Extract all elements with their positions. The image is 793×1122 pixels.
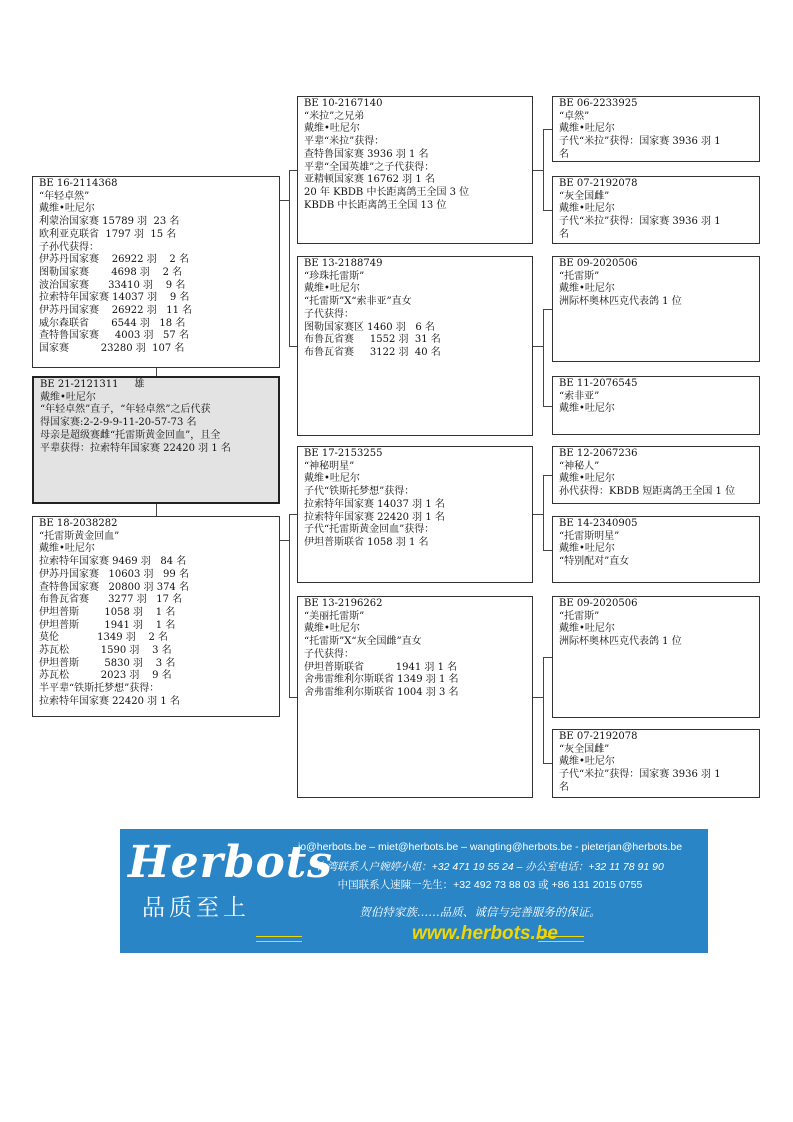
- connector-dd-v: [543, 657, 544, 763]
- connector-sire-h: [280, 200, 289, 201]
- pedigree-line: 伊坦普斯联省 1058 羽 1 名: [304, 536, 429, 548]
- website-link[interactable]: www.herbots.be: [411, 923, 559, 944]
- ring-number: BE 17-2153255: [304, 448, 383, 459]
- pedigree-line: 查特鲁国家赛 20800 羽 374 名: [39, 581, 189, 593]
- sire-dam-dam-box: [552, 376, 760, 435]
- pedigree-line: 戴维•吐尼尔: [559, 543, 615, 555]
- pedigree-line: “托雷斯”: [559, 610, 600, 622]
- pedigree-line: 拉索特年国家赛 14037 羽 9 名: [39, 292, 190, 304]
- pedigree-line: 戴维•吐尼尔: [559, 203, 615, 215]
- pedigree-line: 子代“米拉”获得：国家赛 3936 羽 1: [559, 769, 721, 781]
- pedigree-line: 戴维•吐尼尔: [39, 543, 95, 555]
- pedigree-line: 拉索特年国家赛 9469 羽 84 名: [39, 556, 187, 568]
- pedigree-line: 名: [559, 148, 569, 160]
- pedigree-line: 拉索特年国家赛 22420 羽 1 名: [39, 695, 180, 707]
- connector-dd-h: [533, 697, 543, 698]
- pedigree-line: 国家赛 23280 羽 107 名: [39, 343, 185, 355]
- pedigree-line: “托雷斯明星”: [559, 530, 620, 542]
- pedigree-line: 名: [559, 781, 569, 793]
- connector-sire-top: [289, 170, 297, 171]
- pedigree-line: 伊苏丹国家赛 26922 羽 2 名: [39, 254, 189, 266]
- pedigree-line: “托雷斯黄金回血”: [39, 530, 120, 542]
- pedigree-line: 伊坦普斯 5830 羽 3 名: [39, 657, 176, 669]
- logo-tagline: 品质至上: [142, 895, 250, 921]
- pedigree-line: KBDB 中长距离鸽王全国 13 位: [304, 199, 447, 211]
- contact-taiwan: 台湾联系人户婉婷小姐：+32 471 19 55 24 – 办公室电话：+32 11 78 91 90: [316, 861, 664, 873]
- pedigree-line: 伊苏丹国家赛 26922 羽 11 名: [39, 305, 193, 317]
- pedigree-line: “索非亚”: [559, 390, 600, 402]
- pedigree-line: 平辈“米拉”获得：: [304, 136, 385, 148]
- ring-number: BE 18-2038282: [39, 518, 118, 529]
- pedigree-line: 得国家赛:2-2-9-9-11-20-57-73 名: [40, 417, 197, 429]
- sire-dam-box: [297, 256, 533, 436]
- pedigree-line: 子代“托雷斯黄金回血”获得：: [304, 524, 435, 536]
- sire-sire-sire-box: [552, 96, 760, 162]
- connector-ss-top: [543, 129, 552, 130]
- sire-dam-sire-box: [552, 256, 760, 362]
- contact-emails[interactable]: jo@herbots.be – miet@herbots.be – wangting@herbots.be - pieterjan@herbots.be: [297, 841, 683, 853]
- pedigree-line: 戴维•吐尼尔: [559, 403, 615, 415]
- pedigree-line: 子代“铁斯托梦想”获得：: [304, 486, 415, 498]
- ring-number: BE 14-2340905: [559, 518, 638, 529]
- pedigree-line: 洲际杯奥林匹克代表鸽 1 位: [559, 636, 682, 648]
- pedigree-line: 戴维•吐尼尔: [40, 391, 96, 403]
- connector-subject-up: [156, 368, 157, 376]
- pedigree-line: 子代“米拉”获得：国家赛 3936 羽 1: [559, 136, 721, 148]
- connector-ds-top: [543, 475, 552, 476]
- connector-dam-h: [280, 540, 289, 541]
- pedigree-line: 拉索特年国家赛 14037 羽 1 名: [304, 498, 445, 510]
- ring-number: BE 12-2067236: [559, 448, 638, 459]
- pedigree-line: 布鲁瓦省赛 3122 羽 40 名: [304, 346, 441, 358]
- dam-sire-sire-box: [552, 446, 760, 504]
- herbots-logo: Herbots: [128, 837, 333, 888]
- ring-number: BE 13-2188749: [304, 258, 383, 269]
- connector-sire-bottom: [289, 346, 297, 347]
- dam-box: [32, 516, 280, 717]
- pedigree-line: 舍弗雷维利尔斯联省 1004 羽 3 名: [304, 686, 459, 698]
- connector-ss-bottom: [543, 210, 552, 211]
- sire-sire-box: [297, 96, 533, 244]
- pedigree-line: “托雷斯”X“索非亚”直女: [304, 296, 412, 308]
- connector-ss-h: [533, 170, 543, 171]
- ring-number: BE 10-2167140: [304, 98, 383, 109]
- connector-ss-v: [543, 129, 544, 210]
- pedigree-line: 利蒙治国家赛 15789 羽 23 名: [39, 216, 180, 228]
- pedigree-line: “托雷斯”X“灰全国雌”直女: [304, 636, 422, 648]
- ring-number: BE 09-2020506: [559, 598, 638, 609]
- pedigree-line: 伊苏丹国家赛 10603 羽 99 名: [39, 568, 189, 580]
- pedigree-line: 戴维•吐尼尔: [304, 473, 360, 485]
- pedigree-line: 母亲是超级赛雌“托雷斯黄金回血”，且全: [40, 429, 221, 441]
- pedigree-line: 孙代获得：KBDB 短距离鸽王全国 1 位: [559, 486, 736, 498]
- pedigree-line: 查特鲁国家赛 3936 羽 1 名: [304, 148, 429, 160]
- connector-dd-top: [543, 657, 552, 658]
- pedigree-line: 伊坦普斯 1058 羽 1 名: [39, 606, 176, 618]
- pedigree-line: 舍弗雷维利尔斯联省 1349 羽 1 名: [304, 674, 459, 686]
- dam-dam-sire-box: [552, 596, 760, 718]
- connector-sd-v: [543, 309, 544, 406]
- ring-number: BE 06-2233925: [559, 98, 638, 109]
- ring-number: BE 21-2121311 雄: [40, 379, 145, 390]
- connector-ds-h: [533, 514, 543, 515]
- connector-ds-v: [543, 475, 544, 550]
- connector-dam-v: [289, 514, 290, 697]
- pedigree-line: 平辈“全国英雄”之子代获得：: [304, 161, 435, 173]
- banner-slogan: 贺伯特家族……品质、诚信与完善服务的保证。: [359, 905, 601, 919]
- pedigree-line: 洲际杯奥林匹克代表鸽 1 位: [559, 296, 682, 308]
- connector-sire-v: [289, 170, 290, 346]
- pedigree-line: 苏瓦松 1590 羽 3 名: [39, 645, 172, 657]
- connector-sd-top: [543, 309, 552, 310]
- pedigree-line: “神秘人”: [559, 460, 600, 472]
- ring-number: BE 16-2114368: [39, 178, 118, 189]
- connector-dam-bottom: [289, 697, 297, 698]
- pedigree-line: “珍珠托雷斯”: [304, 270, 365, 282]
- connector-dd-bottom: [543, 763, 552, 764]
- pedigree-line: “托雷斯”: [559, 270, 600, 282]
- pedigree-line: 20 年 KBDB 中长距离鸽王全国 3 位: [304, 186, 470, 198]
- connector-dam-top: [289, 514, 297, 515]
- connector-ds-bottom: [543, 550, 552, 551]
- contact-china: 中国联系人速陳一先生：+32 492 73 88 03 或 +86 131 2015 0755: [337, 879, 643, 891]
- pedigree-line: 名: [559, 228, 569, 240]
- pedigree-line: 苏瓦松 2023 羽 9 名: [39, 670, 172, 682]
- connector-sd-bottom: [543, 406, 552, 407]
- sire-sire-dam-box: [552, 176, 760, 244]
- pedigree-line: 布鲁瓦省赛 3277 羽 17 名: [39, 594, 183, 606]
- pedigree-line: 莫伦 1349 羽 2 名: [39, 632, 169, 644]
- pedigree-line: 戴维•吐尼尔: [559, 473, 615, 485]
- pedigree-line: 戴维•吐尼尔: [559, 623, 615, 635]
- pedigree-line: “美丽托雷斯”: [304, 610, 365, 622]
- pedigree-line: 伊坦普斯 1941 羽 1 名: [39, 619, 176, 631]
- dam-dam-dam-box: [552, 729, 760, 798]
- divider-right: [538, 936, 584, 942]
- pedigree-line: “年轻卓然”直子，“年轻卓然”之后代获: [40, 404, 211, 416]
- pedigree-line: 图勒国家赛区 1460 羽 6 名: [304, 321, 435, 333]
- pedigree-line: 半平辈“铁斯托梦想”获得：: [39, 683, 160, 695]
- pedigree-line: 拉索特年国家赛 22420 羽 1 名: [304, 511, 445, 523]
- pedigree-line: 亚精顿国家赛 16762 羽 1 名: [304, 174, 435, 186]
- pedigree-line: 布鲁瓦省赛 1552 羽 31 名: [304, 334, 441, 346]
- pedigree-line: 欧利亚克联省 1797 羽 15 名: [39, 228, 177, 240]
- pedigree-line: “年轻卓然”: [39, 190, 90, 202]
- pedigree-line: 图勒国家赛 4698 羽 2 名: [39, 266, 183, 278]
- subject-box: [32, 376, 280, 504]
- connector-sd-h: [533, 346, 543, 347]
- connector-subject-down: [156, 504, 157, 516]
- pedigree-line: 子代获得：: [304, 308, 354, 320]
- pedigree-line: 子孙代获得：: [39, 241, 99, 253]
- pedigree-line: “卓然”: [559, 110, 590, 122]
- ring-number: BE 07-2192078: [559, 731, 638, 742]
- pedigree-line: 平辈获得：拉索特年国家赛 22420 羽 1 名: [40, 442, 231, 454]
- pedigree-line: “灰全国雌”: [559, 743, 610, 755]
- pedigree-line: “特别配对”直女: [559, 556, 630, 568]
- ring-number: BE 11-2076545: [559, 378, 638, 389]
- herbots-banner: [120, 829, 708, 953]
- dam-dam-box: [297, 596, 533, 798]
- pedigree-line: 子代“米拉”获得：国家赛 3936 羽 1: [559, 216, 721, 228]
- pedigree-line: 威尔森联省 6544 羽 18 名: [39, 317, 186, 329]
- pedigree-line: 波治国家赛 33410 羽 9 名: [39, 279, 186, 291]
- pedigree-line: “米拉”之兄弟: [304, 110, 365, 122]
- dam-sire-box: [297, 446, 533, 583]
- ring-number: BE 13-2196262: [304, 598, 383, 609]
- pedigree-line: 戴维•吐尼尔: [304, 283, 360, 295]
- pedigree-line: “神秘明星”: [304, 460, 355, 472]
- dam-sire-dam-box: [552, 516, 760, 583]
- pedigree-line: 戴维•吐尼尔: [304, 623, 360, 635]
- pedigree-line: 子代获得：: [304, 648, 354, 660]
- pedigree-line: 戴维•吐尼尔: [559, 756, 615, 768]
- sire-box: [32, 176, 280, 368]
- pedigree-line: 戴维•吐尼尔: [39, 203, 95, 215]
- ring-number: BE 07-2192078: [559, 178, 638, 189]
- pedigree-line: 戴维•吐尼尔: [559, 123, 615, 135]
- pedigree-line: 查特鲁国家赛 4003 羽 57 名: [39, 330, 189, 342]
- pedigree-line: 伊坦普斯联省 1941 羽 1 名: [304, 661, 458, 673]
- pedigree-line: “灰全国雌”: [559, 190, 610, 202]
- pedigree-line: 戴维•吐尼尔: [559, 283, 615, 295]
- pedigree-line: 戴维•吐尼尔: [304, 123, 360, 135]
- ring-number: BE 09-2020506: [559, 258, 638, 269]
